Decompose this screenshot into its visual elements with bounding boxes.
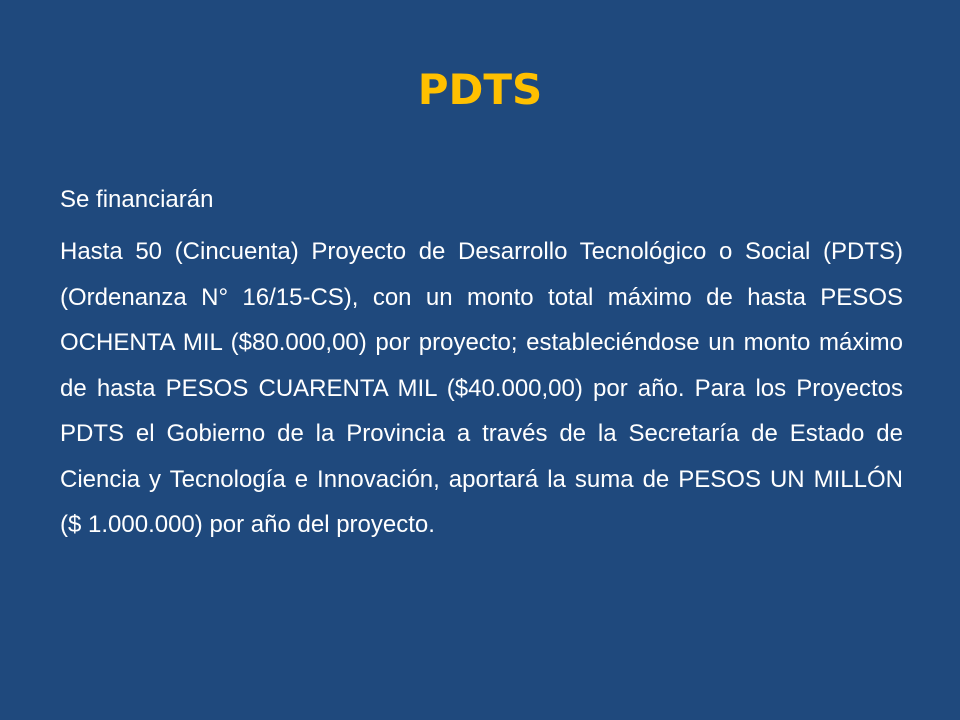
- body-paragraph: Hasta 50 (Cincuenta) Proyecto de Desarrollo Tecnológico o Social (PDTS) (Ordenanza N° 16/15-CS), con un monto total máximo de hasta PESOS OCHENTA MIL ($80.000,00) por proyecto; estableciéndose un monto máximo de hasta PESOS CUARENTA MIL ($40.000,00) por año. Para los Proyectos PDTS el Gobierno de la Provincia a través de la Secretaría de Estado de Ciencia y Tecnología e Innovación, aportará la suma de PESOS UN MILLÓN ($ 1.000.000) por año del proyecto.: [60, 238, 903, 538]
- intro-text: Se financiarán: [60, 186, 214, 213]
- slide-title: PDTS: [417, 65, 543, 114]
- slide-body: [60, 180, 903, 548]
